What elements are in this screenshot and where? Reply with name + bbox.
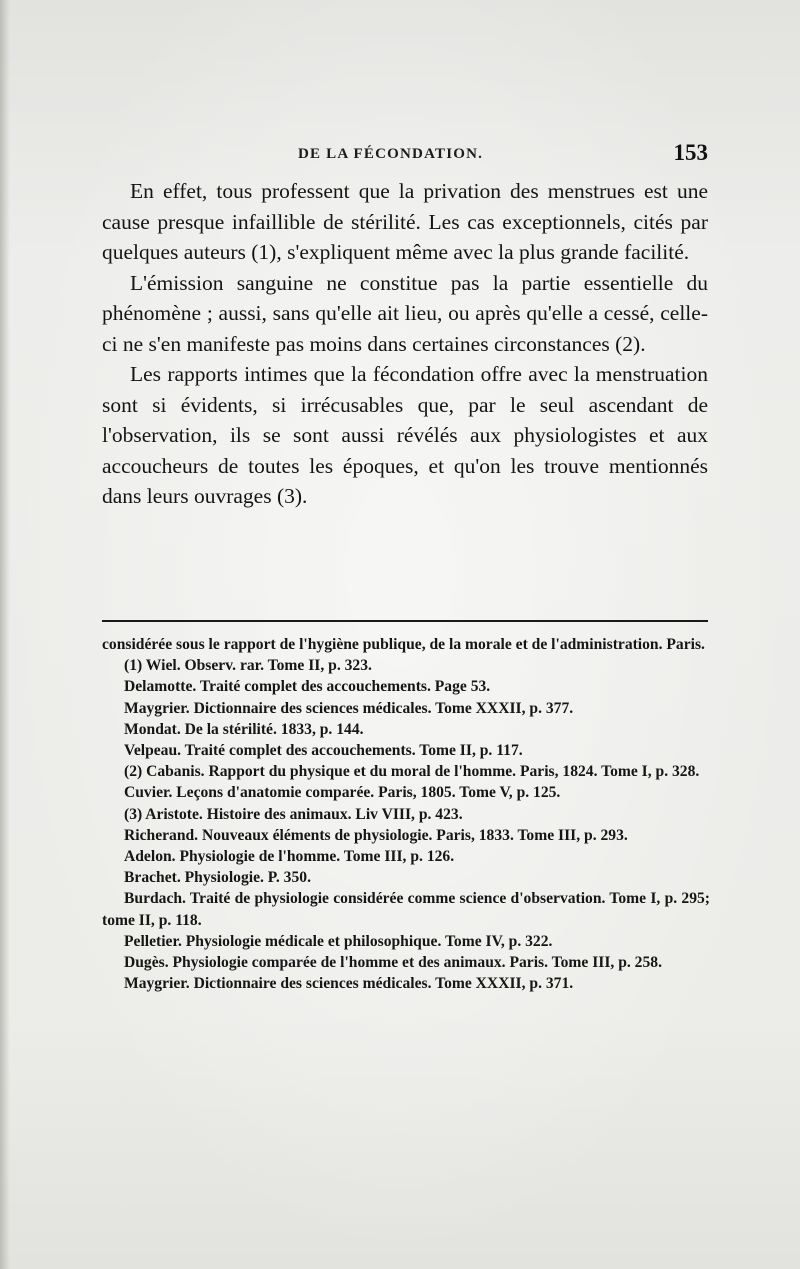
footnote-line: Maygrier. Dictionnaire des sciences médicales. Tome XXXII, p. 371. xyxy=(124,975,574,993)
footnote-line: Maygrier. Dictionnaire des sciences médicales. Tome XXXII, p. 377. xyxy=(124,699,574,717)
footnote-line: Burdach. Traité de physiologie considérée comme science d'observation. Tome I, p. 295; tome II, p. 118. xyxy=(102,890,710,929)
footnote-line: (2) Cabanis. Rapport du physique et du moral de l'homme. Paris, 1824. Tome I, p. 328. xyxy=(124,763,700,781)
page-header xyxy=(100,140,708,174)
running-head: DE LA FÉCONDATION. xyxy=(298,146,484,162)
body-paragraph: En effet, tous professent que la privation des menstrues est une cause presque infaillible de stérilité. Les cas exceptionnels, cités par quelques auteurs (1), s'expliquent même avec la plus grande facilité. xyxy=(102,179,708,264)
footnote-line: Richerand. Nouveaux éléments de physiologie. Paris, 1833. Tome III, p. 293. xyxy=(124,826,628,844)
footnote-line: (1) Wiel. Observ. rar. Tome II, p. 323. xyxy=(124,657,372,675)
page-edge-shadow xyxy=(0,0,10,1269)
footnote-line: Delamotte. Traité complet des accouchements. Page 53. xyxy=(124,678,491,696)
footnote-line: Mondat. De la stérilité. 1833, p. 144. xyxy=(124,720,364,738)
footnote-line: Adelon. Physiologie de l'homme. Tome III, p. 126. xyxy=(124,848,455,866)
body-paragraph: Les rapports intimes que la fécondation offre avec la menstruation sont si évidents, si irrécusables que, par le seul ascendant de l'observation, ils se sont aussi révélés aux physiologistes et aux accoucheurs de toutes les époques, et qu'on les trouve mentionnés dans leurs ouvrages (3). xyxy=(102,362,708,508)
footnote-line: Pelletier. Physiologie médicale et philosophique. Tome IV, p. 322. xyxy=(124,932,553,950)
footnote-line: Brachet. Physiologie. P. 350. xyxy=(124,869,311,887)
footnote-line: Dugès. Physiologie comparée de l'homme et des animaux. Paris. Tome III, p. 258. xyxy=(124,954,662,972)
footnote-line: Cuvier. Leçons d'anatomie comparée. Paris, 1805. Tome V, p. 125. xyxy=(124,784,561,802)
body-paragraph: L'émission sanguine ne constitue pas la partie essentielle du phénomène ; aussi, sans qu'elle ait lieu, ou après qu'elle a cessé, celle-ci ne s'en manifeste pas moins dans certaines circonstances (2). xyxy=(102,270,708,356)
page-number: 153 xyxy=(673,140,708,165)
main-text xyxy=(102,176,708,512)
footnotes xyxy=(102,634,710,994)
footnote-line: Velpeau. Traité complet des accouchements. Tome II, p. 117. xyxy=(124,742,523,760)
footnote-separator xyxy=(102,620,708,622)
footnote-line: considérée sous le rapport de l'hygiène publique, de la morale et de l'administration. Paris. xyxy=(102,636,705,653)
footnote-line: (3) Aristote. Histoire des animaux. Liv VIII, p. 423. xyxy=(124,805,463,823)
